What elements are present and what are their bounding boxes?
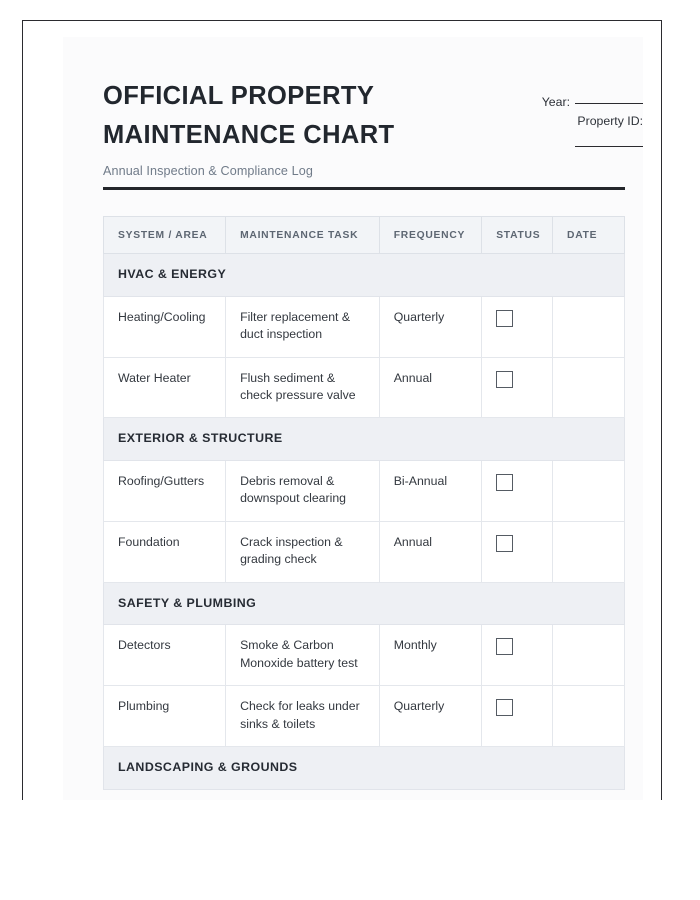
cell-status [482,521,553,582]
cell-frequency: Annual [379,521,481,582]
cell-system: Heating/Cooling [104,296,226,357]
table-section-header [104,254,625,297]
cell-frequency: Quarterly [379,296,481,357]
page-title-line-1: OFFICIAL PROPERTY [103,82,375,110]
page-title-line-2: MAINTENANCE CHART [103,120,395,149]
page-subtitle: Annual Inspection & Compliance Log [103,163,313,178]
year-field-row [458,93,643,112]
table-section-label: HVAC & ENERGY [104,254,625,297]
column-header-date: DATE [553,217,625,254]
column-header-frequency: FREQUENCY [379,217,481,254]
cell-frequency: Bi-Annual [379,461,481,522]
column-header-task: MAINTENANCE TASK [226,217,380,254]
status-checkbox[interactable] [496,699,513,716]
status-checkbox[interactable] [496,371,513,388]
property-id-input[interactable] [575,146,643,147]
table-section-label: SAFETY & PLUMBING [104,582,625,625]
cell-frequency: Monthly [379,625,481,686]
status-checkbox[interactable] [496,474,513,491]
table-row [104,686,625,747]
cell-task: Check for leaks under sinks & toilets [226,686,380,747]
status-checkbox[interactable] [496,535,513,552]
cell-task: Crack inspection & grading check [226,521,380,582]
column-header-status: STATUS [482,217,553,254]
table-section-header [104,747,625,790]
document-page [63,37,643,800]
cell-date[interactable] [553,625,625,686]
status-checkbox[interactable] [496,638,513,655]
table-header [104,217,625,254]
cell-date[interactable] [553,296,625,357]
cell-status [482,625,553,686]
cell-frequency: Annual [379,357,481,418]
year-label: Year: [541,95,570,109]
cell-system: Detectors [104,625,226,686]
cell-system: Plumbing [104,686,226,747]
cell-task: Filter replacement & duct inspection [226,296,380,357]
cell-date[interactable] [553,686,625,747]
cell-date[interactable] [553,357,625,418]
document-frame [22,20,662,800]
cell-system: Foundation [104,521,226,582]
cell-status [482,296,553,357]
table-row [104,461,625,522]
table-row [104,296,625,357]
table-header-row [104,217,625,254]
table-row [104,625,625,686]
cell-status [482,461,553,522]
cell-task: Smoke & Carbon Monoxide battery test [226,625,380,686]
cell-date[interactable] [553,521,625,582]
status-checkbox[interactable] [496,310,513,327]
cell-frequency: Quarterly [379,686,481,747]
table-row [104,357,625,418]
property-id-field-row [458,112,643,150]
cell-task: Flush sediment & check pressure valve [226,357,380,418]
year-input[interactable] [575,103,643,104]
table-body [104,254,625,790]
cell-status [482,357,553,418]
column-header-system: SYSTEM / AREA [104,217,226,254]
table-section-header [104,418,625,461]
table-section-label: LANDSCAPING & GROUNDS [104,747,625,790]
property-id-label: Property ID: [577,114,643,129]
table-section-header [104,582,625,625]
cell-task: Debris removal & downspout clearing [226,461,380,522]
cell-date[interactable] [553,461,625,522]
cell-system: Roofing/Gutters [104,461,226,522]
header-divider [103,187,625,190]
maintenance-table-wrap [103,216,625,790]
document-header [63,37,643,187]
maintenance-chart-table [103,216,625,790]
document-meta-fields [458,93,643,150]
table-row [104,521,625,582]
table-section-label: EXTERIOR & STRUCTURE [104,418,625,461]
cell-system: Water Heater [104,357,226,418]
property-id-input-wrap [458,131,643,150]
cell-status [482,686,553,747]
